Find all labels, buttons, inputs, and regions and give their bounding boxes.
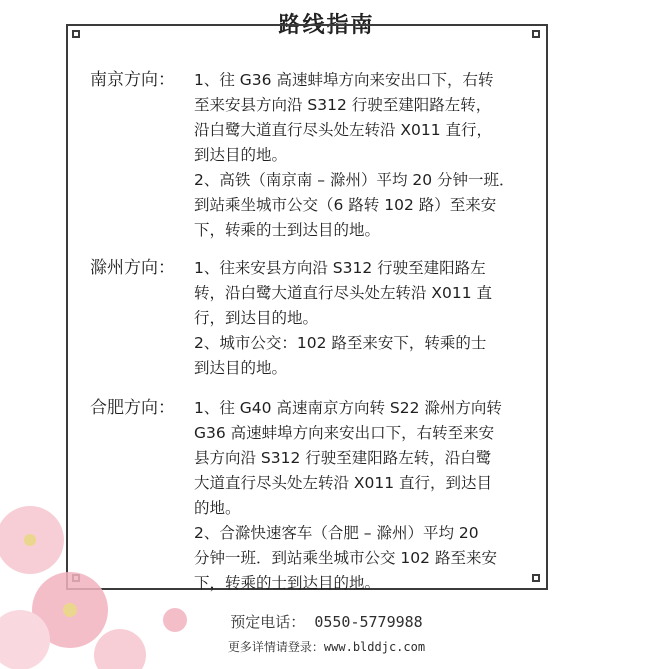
corner-ornament-bottom-right xyxy=(528,570,548,590)
website-link[interactable]: 更多详情请登录：www.blddjc.com xyxy=(227,640,426,654)
route-line: 至来安县方向沿 S312 行驶至建阳路左转， xyxy=(194,96,492,114)
page-title: 路线指南 xyxy=(0,8,653,39)
booking-phone: 预定电话： 0550-5779988 xyxy=(230,613,423,631)
route-line: 行，到达目的地。 xyxy=(194,309,319,327)
section-label: 南京方向： xyxy=(90,70,175,90)
route-line: 1、往 G40 高速南京方向转 S22 滁州方向转 xyxy=(194,399,502,417)
route-line: 2、高铁（南京南 – 滁州）平均 20 分钟一班． xyxy=(194,171,515,189)
route-line: 分钟一班．到站乘坐城市公交 102 路至来安 xyxy=(194,549,497,567)
route-line: 2、合滁快速客车（合肥 – 滁州）平均 20 xyxy=(194,524,479,542)
route-line: 县方向沿 S312 行驶至建阳路左转，沿白鹭 xyxy=(194,449,492,467)
route-line: 1、往来安县方向沿 S312 行驶至建阳路左 xyxy=(194,259,486,277)
route-line: 到站乘坐城市公交（6 路转 102 路）至来安 xyxy=(194,196,497,214)
section-label: 合肥方向： xyxy=(90,398,175,418)
route-line: G36 高速蚌埠方向来安出口下，右转至来安 xyxy=(194,424,495,442)
route-line: 沿白鹭大道直行尽头处左转沿 X011 直行， xyxy=(194,121,493,139)
route-line: 转，沿白鹭大道直行尽头处左转沿 X011 直 xyxy=(194,284,493,302)
route-line: 大道直行尽头处左转沿 X011 直行，到达目 xyxy=(194,474,493,492)
section-body xyxy=(194,396,530,596)
route-line: 到达目的地。 xyxy=(194,359,288,377)
corner-ornament-top-right xyxy=(528,24,548,44)
section-chuzhou xyxy=(90,256,530,381)
route-line: 下，转乘的士到达目的地。 xyxy=(194,574,381,592)
route-line: 到达目的地。 xyxy=(194,146,288,164)
section-body xyxy=(194,68,530,243)
route-line: 1、往 G36 高速蚌埠方向来安出口下，右转 xyxy=(194,71,494,89)
route-line: 的地。 xyxy=(194,499,241,517)
section-body xyxy=(194,256,530,381)
route-line: 2、城市公交：102 路至来安下，转乘的士 xyxy=(194,334,487,352)
section-hefei xyxy=(90,396,530,596)
section-nanjing xyxy=(90,68,530,243)
route-line: 下，转乘的士到达目的地。 xyxy=(194,221,381,239)
section-label: 滁州方向： xyxy=(90,258,175,278)
corner-ornament-top-left xyxy=(66,24,86,44)
